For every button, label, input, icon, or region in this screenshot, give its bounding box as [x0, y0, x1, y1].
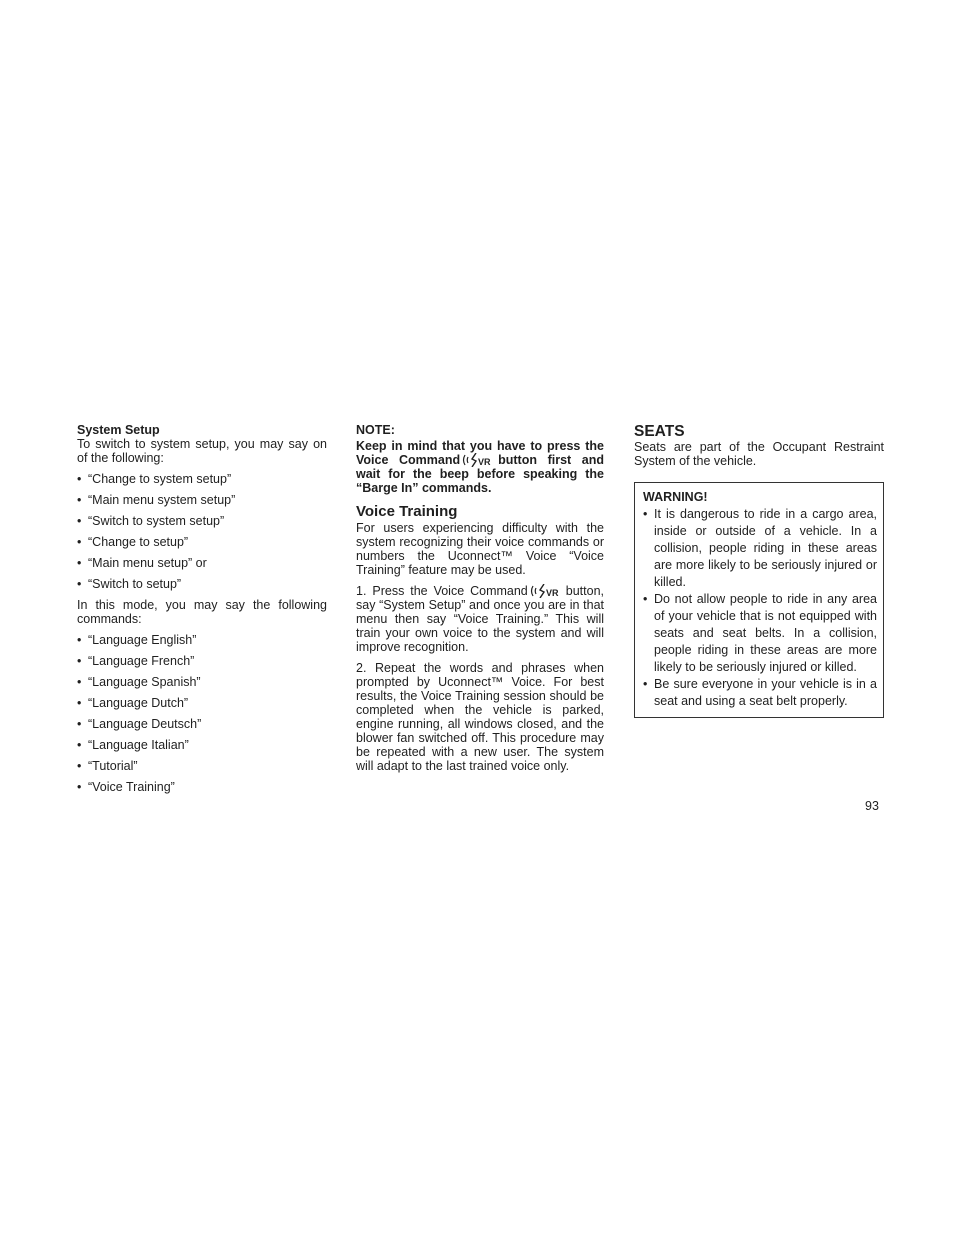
step-1-part1: 1. Press the Voice Command — [356, 584, 528, 598]
column-system-setup — [77, 423, 327, 794]
system-setup-command-list — [77, 472, 327, 591]
list-item: • “Language English” — [77, 633, 327, 647]
system-setup-heading: System Setup — [77, 423, 160, 437]
seats-intro: Seats are part of the Occupant Restraint System of the vehicle. — [634, 440, 884, 468]
list-item: • “Voice Training” — [77, 780, 327, 794]
list-item: • “Main menu setup” or — [77, 556, 327, 570]
column-seats — [634, 423, 884, 718]
warning-list — [643, 506, 877, 710]
page-number: 93 — [865, 799, 879, 813]
voice-command-icon — [530, 584, 564, 598]
warning-box — [634, 482, 884, 718]
column-voice-training — [356, 423, 604, 773]
list-item: • “Change to setup” — [77, 535, 327, 549]
list-item: • “Language Dutch” — [77, 696, 327, 710]
list-item: • Be sure everyone in your vehicle is in a seat and using a seat belt properly. — [643, 676, 877, 710]
voice-training-heading: Voice Training — [356, 503, 458, 520]
warning-label: WARNING! — [643, 490, 708, 504]
list-item: • “Main menu system setup” — [77, 493, 327, 507]
list-item: • It is dangerous to ride in a cargo area, inside or outside of a vehicle. In a collision, people riding in these areas are more likely to be seriously injured or killed. — [643, 506, 877, 591]
note-text — [356, 439, 604, 495]
list-item: • “Language French” — [77, 654, 327, 668]
svg-text:VR: VR — [545, 588, 559, 598]
voice-command-icon — [462, 453, 496, 467]
note-text-part2: button first and wait for the beep before speaking the “Barge In” commands. — [356, 453, 604, 495]
svg-text:VR: VR — [478, 457, 491, 467]
list-item: • “Switch to system setup” — [77, 514, 327, 528]
mode-commands-intro: In this mode, you may say the following commands: — [77, 598, 327, 626]
list-item: • “Language Deutsch” — [77, 717, 327, 731]
mode-command-list — [77, 633, 327, 794]
list-item: • Do not allow people to ride in any area of your vehicle that is not equipped with seats and seat belts. In a collision, people riding in these areas are more likely to be seriously injured or killed. — [643, 591, 877, 676]
note-label: NOTE: — [356, 423, 395, 437]
step-1-part2: button, say “System Setup” and once you are in that menu then say “Voice Training.” This will train your own voice to the system and will improve recognition. — [356, 584, 604, 654]
note-text-part1: Keep in mind that you have to press the Voice Command — [356, 439, 604, 467]
list-item: • “Switch to setup” — [77, 577, 327, 591]
voice-training-intro: For users experiencing difficulty with the system recognizing their voice commands or numbers the Uconnect™ Voice “Voice Training” feature may be used. — [356, 521, 604, 577]
list-item: • “Change to system setup” — [77, 472, 327, 486]
list-item: • “Tutorial” — [77, 759, 327, 773]
voice-training-step-2: 2. Repeat the words and phrases when prompted by Uconnect™ Voice. For best results, the Voice Training session should be completed when the vehicle is parked, engine running, all windows closed, and the blower fan switched off. This procedure may be repeated with a new user. The system will adapt to the last trained voice only. — [356, 661, 604, 773]
list-item: • “Language Italian” — [77, 738, 327, 752]
seats-heading: SEATS — [634, 423, 685, 440]
list-item: • “Language Spanish” — [77, 675, 327, 689]
voice-training-step-1 — [356, 584, 604, 654]
system-setup-intro: To switch to system setup, you may say on of the following: — [77, 437, 327, 465]
